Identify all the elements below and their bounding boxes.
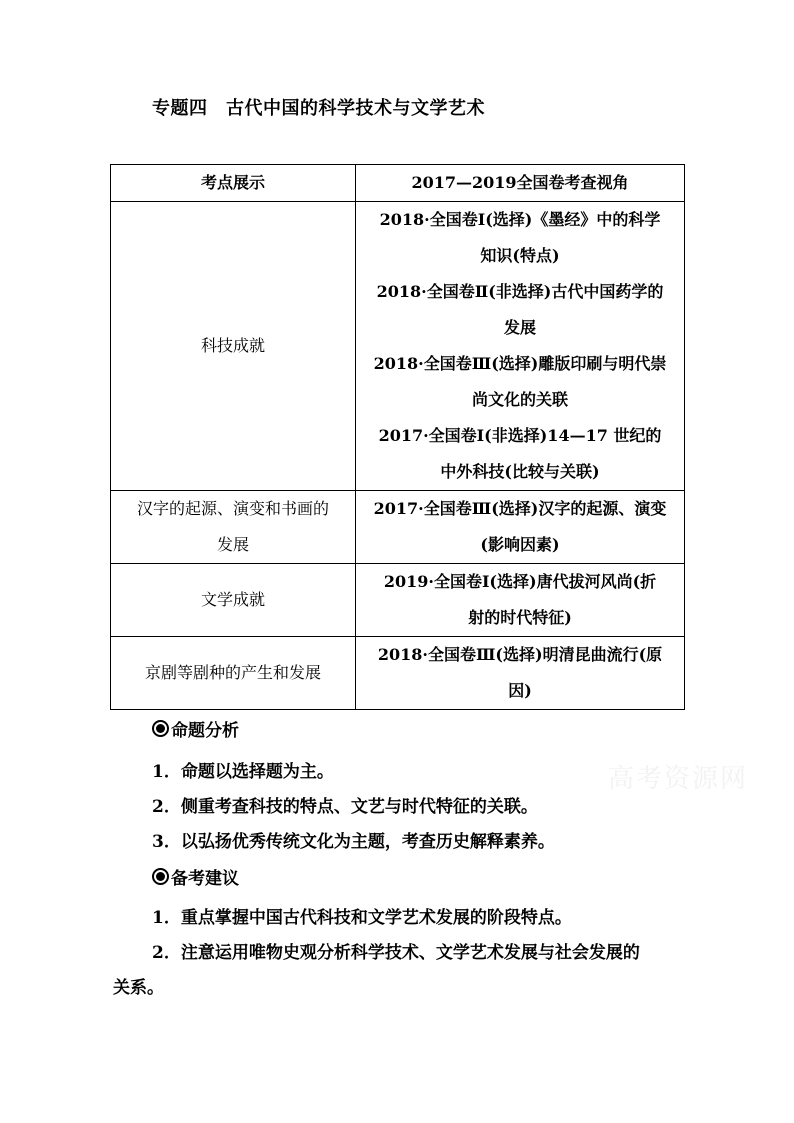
table-cell-topic: 京剧等剧种的产生和发展 xyxy=(111,637,356,710)
advice-point-continued: 关系。 xyxy=(113,978,164,998)
table-cell-exam-view xyxy=(356,564,685,637)
advice-point: 1．重点掌握中国古代科技和文学艺术发展的阶段特点。 xyxy=(152,908,572,928)
analysis-point: 3．以弘扬优秀传统文化为主题，考查历史解释素养。 xyxy=(152,832,555,852)
table-row xyxy=(111,637,685,710)
cell-line: 射的时代特征) xyxy=(468,608,572,627)
table-cell-exam-view xyxy=(356,491,685,564)
table-cell-exam-view xyxy=(356,202,685,491)
analysis-point: 1．命题以选择题为主。 xyxy=(152,762,334,782)
cell-line: 发展 xyxy=(503,318,536,337)
table-cell-exam-view xyxy=(356,637,685,710)
cell-line: 2018·全国卷Ⅲ(选择)雕版印刷与明代崇 xyxy=(373,354,667,373)
cell-line: 尚文化的关联 xyxy=(471,390,568,409)
table-header-exam-view: 2017—2019全国卷考查视角 xyxy=(356,165,685,202)
advice-point: 2．注意运用唯物史观分析科学技术、文学艺术发展与社会发展的 xyxy=(152,943,640,963)
analysis-heading-text: 命题分析 xyxy=(171,721,239,741)
cell-line: 发展 xyxy=(216,535,249,554)
bullet-icon xyxy=(152,720,169,737)
advice-heading xyxy=(152,864,239,889)
advice-heading-text: 备考建议 xyxy=(171,869,239,889)
table-cell-topic: 文学成就 xyxy=(111,564,356,637)
cell-line: 2018·全国卷Ⅰ(选择)《墨经》中的科学 xyxy=(379,210,661,229)
cell-line: 2017·全国卷Ⅲ(选择)汉字的起源、演变 xyxy=(373,499,667,518)
cell-line: 2018·全国卷Ⅱ(非选择)古代中国药学的 xyxy=(376,282,664,301)
table-cell-topic xyxy=(111,491,356,564)
cell-line: (影响因素) xyxy=(480,535,560,554)
page-title: 专题四 古代中国的科学技术与文学艺术 xyxy=(152,98,485,119)
cell-line: 2019·全国卷Ⅰ(选择)唐代拔河风尚(折 xyxy=(383,572,657,591)
cell-line: 汉字的起源、演变和书画的 xyxy=(136,499,329,518)
watermark: 高考资源网 xyxy=(608,764,749,794)
cell-line: 知识(特点) xyxy=(480,246,560,265)
exam-topics-table xyxy=(110,164,685,710)
cell-line: 中外科技(比较与关联) xyxy=(440,462,600,481)
table-header-row xyxy=(111,165,685,202)
analysis-point: 2．侧重考查科技的特点、文艺与时代特征的关联。 xyxy=(152,797,538,817)
table-row xyxy=(111,202,685,491)
cell-line: 因) xyxy=(508,681,532,700)
analysis-heading xyxy=(152,716,239,741)
table-cell-topic: 科技成就 xyxy=(111,202,356,491)
table-header-topic: 考点展示 xyxy=(111,165,356,202)
cell-line: 2018·全国卷Ⅲ(选择)明清昆曲流行(原 xyxy=(377,645,663,664)
cell-line: 2017·全国卷Ⅰ(非选择)14—17 世纪的 xyxy=(378,426,662,445)
table-row xyxy=(111,564,685,637)
bullet-icon xyxy=(152,868,169,885)
table-row xyxy=(111,491,685,564)
